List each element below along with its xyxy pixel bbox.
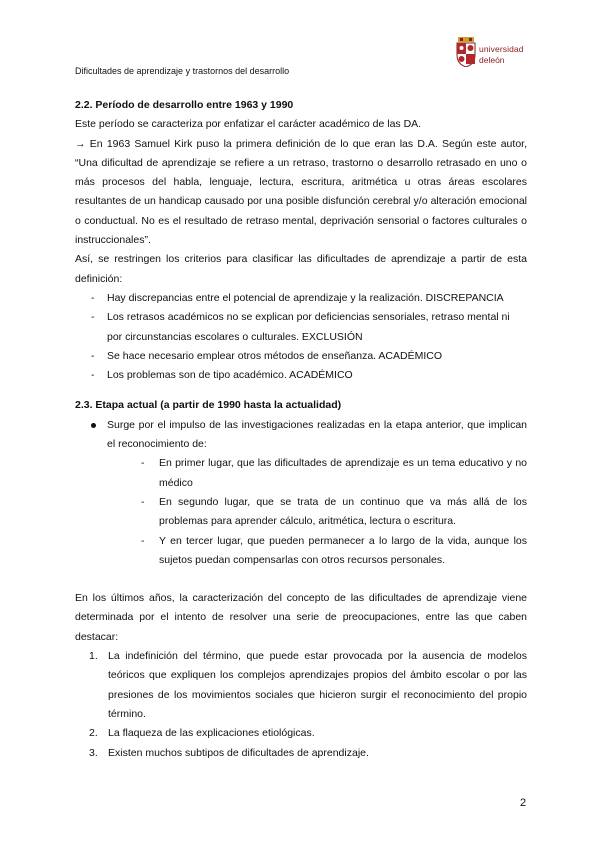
criteria-list: [75, 289, 527, 385]
item-number: 1.: [89, 650, 98, 663]
item-number: 3.: [89, 746, 98, 759]
bullet-text: Surge por el impulso de las investigaciones realizadas en la etapa anterior, que implican el reconocimiento de:: [107, 418, 527, 451]
concerns-list: [75, 647, 527, 763]
list-item: - Se hace necesario emplear otros métodos de enseñanza. ACADÉMICO: [93, 347, 527, 366]
list-item: - Los problemas son de tipo académico. ACADÉMICO: [93, 366, 527, 385]
recognition-list: [107, 454, 527, 570]
logo-text-line2: deleón: [479, 55, 505, 65]
list-item: [89, 724, 527, 743]
running-header: Dificultades de aprendizaje y trastornos del desarrollo: [75, 66, 290, 76]
section-heading-2-2: 2.2. Período de desarrollo entre 1963 y 1990: [75, 99, 294, 111]
list-item: [89, 416, 527, 570]
coat-of-arms-icon: [455, 37, 477, 67]
paragraph: En los últimos años, la caracterización del concepto de las dificultades de aprendizaje viene determinada por el intento de resolver una serie de preocupaciones, entre las que caben destacar:: [75, 592, 527, 643]
item-number: 2.: [89, 727, 98, 740]
list-item: [89, 647, 527, 724]
paragraph-kirk-definition: → En 1963 Samuel Kirk puso la primera definición de lo que eran las D.A. Según este autor, “Una dificultad de aprendizaje se refiere a un retraso, trastorno o desarrollo retrasado en uno o más procesos del habla, lenguaje, lectura, escritura, aritmética u otras áreas escolares resultantes de un handicap causado por una posible disfunción cerebral y/o alteración emocional o conductual. No es el resultado de retraso mental, deprivación sensorial o factores culturales o instruccionales”.: [75, 137, 527, 247]
item-text: La flaqueza de las explicaciones etiológicas.: [108, 727, 315, 740]
bullet-list: [75, 416, 527, 570]
university-logo: [455, 37, 535, 77]
item-text: La indefinición del término, que puede estar provocada por la ausencia de modelos teóricos que expliquen los complejos aprendizajes propios del ámbito escolar o por las presiones de los movimientos sociales que hicieron surgir el reconocimiento del propio término.: [108, 650, 527, 720]
page-number: 2: [520, 797, 527, 809]
list-item: - Hay discrepancias entre el potencial de aprendizaje y la realización. DISCREPANCIA: [93, 289, 527, 308]
list-item: - Los retrasos académicos no se explican por deficiencias sensoriales, retraso mental ni por circunstancias escolares o culturales. EXCLUSIÓN: [93, 308, 527, 347]
section-heading-2-3: 2.3. Etapa actual (a partir de 1990 hasta la actualidad): [75, 399, 342, 412]
document-body: [75, 96, 527, 763]
list-item: - En segundo lugar, que se trata de un continuo que va más allá de los problemas para aprender cálculo, aritmética, lectura o escritura.: [139, 493, 527, 532]
paragraph: Este período se caracteriza por enfatizar el carácter académico de las DA.: [75, 118, 422, 131]
list-item: [89, 744, 527, 763]
logo-text-line1: universidad: [479, 44, 524, 54]
list-item: - Y en tercer lugar, que pueden permanecer a lo largo de la vida, aunque los sujetos puedan compensarlas con otros recursos personales.: [139, 532, 527, 571]
item-text: Existen muchos subtipos de dificultades de aprendizaje.: [108, 746, 369, 759]
paragraph: Así, se restringen los criterios para clasificar las dificultades de aprendizaje a partir de esta definición:: [75, 253, 527, 285]
bullet-icon: [91, 423, 96, 428]
list-item: - En primer lugar, que las dificultades de aprendizaje es un tema educativo y no médico: [139, 454, 527, 493]
